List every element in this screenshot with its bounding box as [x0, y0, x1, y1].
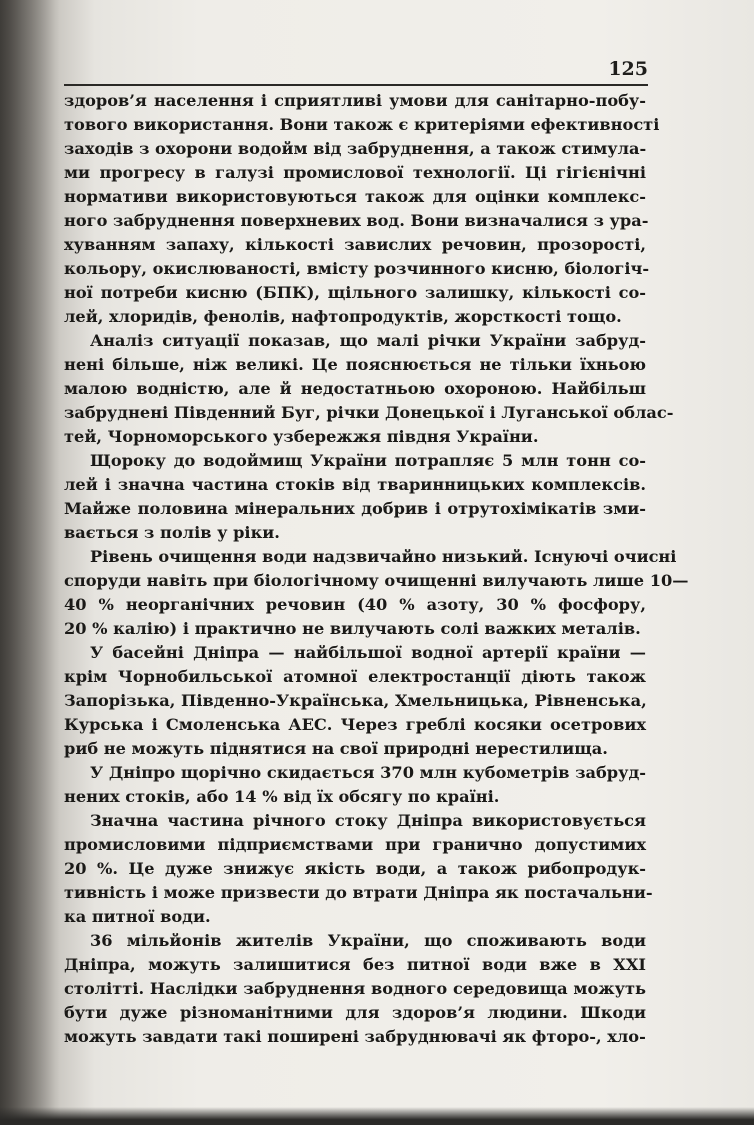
- text-line: ка питної води.: [64, 907, 211, 926]
- text-line: риб не можуть піднятися на свої природні нерестилища.: [64, 739, 608, 758]
- text-line: Курська і Смоленська АЕС. Через греблі косяки осетрових: [64, 715, 646, 734]
- text-line: нені більше, ніж великі. Це пояснюється не тільки їхньою: [64, 355, 646, 374]
- paragraph: [64, 449, 646, 545]
- text-line: лей і значна частина стоків від тваринницьких комплексів.: [64, 475, 646, 494]
- text-line: здоров’я населення і сприятливі умови для санітарно-побу-: [64, 91, 646, 110]
- text-line: У басейні Дніпра — найбільшої водної артерії країни —: [90, 643, 646, 662]
- text-line: нених стоків, або 14 % від їх обсягу по країні.: [64, 787, 500, 806]
- text-line: Рівень очищення води надзвичайно низький. Існуючі очисні: [90, 547, 677, 566]
- page-number: 125: [608, 58, 648, 80]
- text-line: промисловими підприємствами при гранично допустимих: [64, 835, 646, 854]
- text-line: тей, Чорноморського узбережжя півдня України.: [64, 427, 539, 446]
- text-line: нормативи використовуються також для оцінки комплекс-: [64, 187, 646, 206]
- text-line: ної потреби кисню (БПК), щільного залишку, кількості со-: [64, 283, 646, 302]
- text-line: кольору, окислюваності, вмісту розчинного кисню, біологіч-: [64, 259, 650, 278]
- text-line: ми прогресу в галузі промислової технології. Ці гігієнічні: [64, 163, 646, 182]
- text-line: можуть завдати такі поширені забруднювачі як фторо-, хло-: [64, 1027, 646, 1046]
- text-line: вається з полів у ріки.: [64, 523, 280, 542]
- text-line: хуванням запаху, кількості завислих речовин, прозорості,: [64, 235, 646, 254]
- spine-shadow: [0, 0, 60, 1125]
- text-line: тового використання. Вони також є критеріями ефективності: [64, 115, 660, 134]
- text-line: Значна частина річного стоку Дніпра використовується: [90, 811, 646, 830]
- text-line: 36 мільйонів жителів України, що споживають води: [90, 931, 646, 950]
- text-line: малою водністю, але й недостатньою охороною. Найбільш: [64, 379, 646, 398]
- text-line: тивність і може призвести до втрати Дніпра як постачальни-: [64, 883, 653, 902]
- header-rule: [64, 84, 648, 86]
- text-line: столітті. Наслідки забруднення водного середовища можуть: [64, 979, 646, 998]
- paragraph: [64, 929, 646, 1049]
- text-line: лей, хлоридів, фенолів, нафтопродуктів, жорсткості тощо.: [64, 307, 622, 326]
- body-text: [64, 89, 689, 1049]
- text-line: У Дніпро щорічно скидається 370 млн кубометрів забруд-: [90, 763, 646, 782]
- text-line: 40 % неорганічних речовин (40 % азоту, 30 % фосфору,: [64, 595, 646, 614]
- text-line: бути дуже різноманітними для здоров’я людини. Шкоди: [64, 1003, 646, 1022]
- paragraph: [64, 761, 646, 809]
- text-line: 20 % калію) і практично не вилучають солі важких металів.: [64, 619, 641, 638]
- text-line: Дніпра, можуть залишитися без питної води вже в XXI: [64, 955, 646, 974]
- paragraph: [64, 641, 646, 761]
- page-bottom-edge: [0, 1107, 754, 1125]
- text-line: Майже половина мінеральних добрив і отрутохімікатів зми-: [64, 499, 646, 518]
- text-line: споруди навіть при біологічному очищенні вилучають лише 10—: [64, 571, 689, 590]
- paragraph: [64, 545, 689, 641]
- text-line: заходів з охорони водойм від забруднення, а також стимула-: [64, 139, 647, 158]
- text-line: Аналіз ситуації показав, що малі річки України забруд-: [90, 331, 646, 350]
- text-line: Щороку до водоймищ України потрапляє 5 млн тонн со-: [90, 451, 646, 470]
- text-line: забруднені Південний Буг, річки Донецької і Луганської облас-: [64, 403, 674, 422]
- text-line: Запорізька, Південно-Українська, Хмельницька, Рівненська,: [64, 691, 647, 710]
- text-line: ного забруднення поверхневих вод. Вони визначалися з ура-: [64, 211, 649, 230]
- paragraph: [64, 89, 660, 329]
- paragraph: [64, 329, 674, 449]
- text-line: 20 %. Це дуже знижує якість води, а також рибопродук-: [64, 859, 646, 878]
- paragraph: [64, 809, 653, 929]
- text-line: крім Чорнобильської атомної електростанції діють також: [64, 667, 646, 686]
